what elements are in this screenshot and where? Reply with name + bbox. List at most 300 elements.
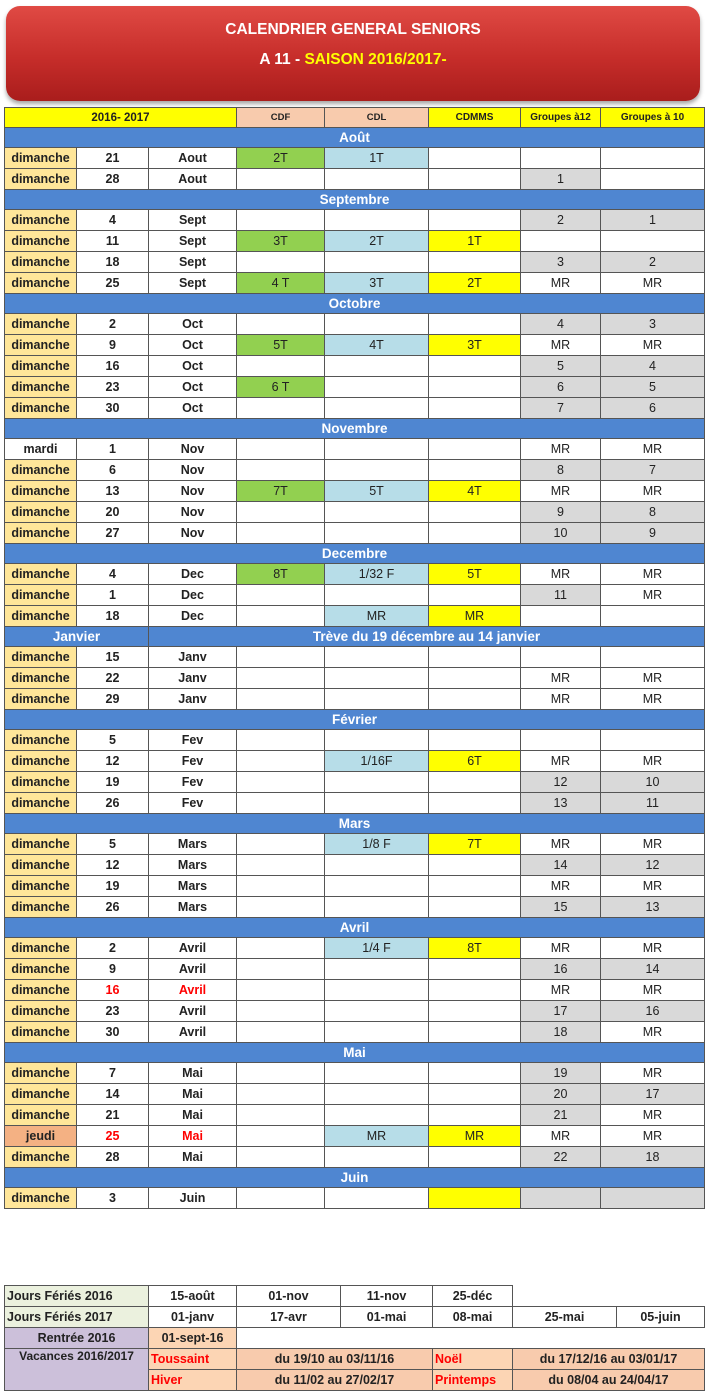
month-abbr: Fev <box>149 772 237 793</box>
month-header-row <box>5 190 705 210</box>
groupes-12-cell: MR <box>521 335 601 356</box>
day-name: dimanche <box>5 980 77 1001</box>
treve-note: Trève du 19 décembre au 14 janvier <box>149 627 705 647</box>
groupes-12-header: Groupes à12 <box>521 108 601 128</box>
hiver-label: Hiver <box>149 1370 237 1391</box>
day-row <box>5 1105 705 1126</box>
month-abbr: Mars <box>149 876 237 897</box>
holiday-date: 17-avr <box>237 1307 341 1328</box>
month-header-row <box>5 710 705 730</box>
day-name: dimanche <box>5 1147 77 1168</box>
day-name: dimanche <box>5 169 77 190</box>
cdmms-cell <box>429 314 521 335</box>
month-name: Août <box>5 128 705 148</box>
cdl-cell <box>325 398 429 419</box>
month-abbr: Avril <box>149 959 237 980</box>
groupes-10-cell: MR <box>601 689 705 710</box>
groupes-10-cell: MR <box>601 439 705 460</box>
cdl-cell <box>325 1084 429 1105</box>
month-name: Novembre <box>5 419 705 439</box>
day-date: 25 <box>77 273 149 294</box>
month-header-row <box>5 814 705 834</box>
groupes-10-header: Groupes à 10 <box>601 108 705 128</box>
groupes-12-cell <box>521 231 601 252</box>
groupes-10-cell: MR <box>601 668 705 689</box>
month-name: Janvier <box>5 627 149 647</box>
cdmms-cell <box>429 689 521 710</box>
groupes-12-cell: MR <box>521 564 601 585</box>
cdmms-cell <box>429 730 521 751</box>
month-abbr: Mai <box>149 1105 237 1126</box>
day-row <box>5 585 705 606</box>
day-name: dimanche <box>5 689 77 710</box>
cdl-header: CDL <box>325 108 429 128</box>
day-row <box>5 252 705 273</box>
day-name: dimanche <box>5 876 77 897</box>
cdf-cell <box>237 855 325 876</box>
day-name: dimanche <box>5 398 77 419</box>
day-name: dimanche <box>5 1188 77 1209</box>
cdmms-cell: 5T <box>429 564 521 585</box>
month-name: Decembre <box>5 544 705 564</box>
cdl-cell: 3T <box>325 273 429 294</box>
groupes-10-cell: MR <box>601 1105 705 1126</box>
month-abbr: Fev <box>149 730 237 751</box>
day-name: dimanche <box>5 523 77 544</box>
holiday-date: 25-mai <box>513 1307 617 1328</box>
cdl-cell <box>325 689 429 710</box>
cdf-cell <box>237 1084 325 1105</box>
rentree-date: 01-sept-16 <box>149 1328 237 1349</box>
cdl-cell <box>325 980 429 1001</box>
groupes-12-cell: 22 <box>521 1147 601 1168</box>
cdf-cell <box>237 793 325 814</box>
cdl-cell: MR <box>325 606 429 627</box>
month-abbr: Oct <box>149 398 237 419</box>
day-name: dimanche <box>5 1105 77 1126</box>
cdl-cell: 1/16F <box>325 751 429 772</box>
day-date: 19 <box>77 876 149 897</box>
day-row <box>5 959 705 980</box>
groupes-10-cell <box>601 1188 705 1209</box>
month-abbr: Mai <box>149 1147 237 1168</box>
cdmms-cell <box>429 377 521 398</box>
subtitle-prefix: A 11 - <box>259 51 305 68</box>
groupes-12-cell: 18 <box>521 1022 601 1043</box>
day-name: dimanche <box>5 356 77 377</box>
season-label: SAISON 2016/2017- <box>304 51 447 68</box>
cdl-cell <box>325 585 429 606</box>
cdl-cell <box>325 460 429 481</box>
day-row <box>5 1084 705 1105</box>
holiday-date: 01-mai <box>341 1307 433 1328</box>
noel-dates: du 17/12/16 au 03/01/17 <box>513 1349 705 1370</box>
groupes-10-cell: 11 <box>601 793 705 814</box>
groupes-10-cell: MR <box>601 876 705 897</box>
day-date: 2 <box>77 314 149 335</box>
cdl-cell <box>325 793 429 814</box>
day-date: 23 <box>77 1001 149 1022</box>
day-row <box>5 1147 705 1168</box>
feries-2017-row <box>5 1307 705 1328</box>
day-row <box>5 668 705 689</box>
day-date: 21 <box>77 148 149 169</box>
cdl-cell: 5T <box>325 481 429 502</box>
month-abbr: Mars <box>149 855 237 876</box>
month-abbr: Mai <box>149 1126 237 1147</box>
groupes-10-cell: MR <box>601 481 705 502</box>
cdf-cell: 4 T <box>237 273 325 294</box>
day-date: 5 <box>77 834 149 855</box>
month-abbr: Avril <box>149 980 237 1001</box>
column-header-row <box>5 108 705 128</box>
groupes-12-cell: MR <box>521 938 601 959</box>
cdf-cell <box>237 876 325 897</box>
cdl-cell <box>325 772 429 793</box>
cdl-cell <box>325 252 429 273</box>
holiday-date: 01-janv <box>149 1307 237 1328</box>
day-name: dimanche <box>5 855 77 876</box>
day-date: 1 <box>77 585 149 606</box>
cdf-cell <box>237 689 325 710</box>
cdl-cell <box>325 356 429 377</box>
day-row <box>5 377 705 398</box>
day-row <box>5 1022 705 1043</box>
month-abbr: Juin <box>149 1188 237 1209</box>
month-abbr: Sept <box>149 273 237 294</box>
groupes-10-cell: 14 <box>601 959 705 980</box>
cdl-cell <box>325 1147 429 1168</box>
cdl-cell: 4T <box>325 335 429 356</box>
groupes-10-cell: 18 <box>601 1147 705 1168</box>
groupes-10-cell: MR <box>601 1022 705 1043</box>
day-name: dimanche <box>5 502 77 523</box>
cdf-cell <box>237 606 325 627</box>
day-date: 18 <box>77 252 149 273</box>
day-name: dimanche <box>5 730 77 751</box>
day-date: 19 <box>77 772 149 793</box>
cdmms-cell <box>429 1147 521 1168</box>
cdmms-cell <box>429 668 521 689</box>
month-header-row <box>5 544 705 564</box>
groupes-10-cell: MR <box>601 335 705 356</box>
feries-2017-label: Jours Fériés 2017 <box>5 1307 149 1328</box>
day-date: 4 <box>77 210 149 231</box>
day-date: 16 <box>77 980 149 1001</box>
day-name: dimanche <box>5 335 77 356</box>
day-row <box>5 502 705 523</box>
rentree-label: Rentrée 2016 <box>5 1328 149 1349</box>
cdf-cell <box>237 897 325 918</box>
empty-cell <box>341 1328 433 1349</box>
month-abbr: Sept <box>149 210 237 231</box>
cdmms-cell <box>429 1001 521 1022</box>
cdf-cell <box>237 1126 325 1147</box>
month-abbr: Sept <box>149 231 237 252</box>
cdmms-cell <box>429 1084 521 1105</box>
groupes-12-cell: 7 <box>521 398 601 419</box>
groupes-12-cell: 10 <box>521 523 601 544</box>
cdf-cell <box>237 398 325 419</box>
month-abbr: Oct <box>149 356 237 377</box>
cdl-cell <box>325 314 429 335</box>
day-row <box>5 647 705 668</box>
day-row <box>5 855 705 876</box>
cdl-cell <box>325 1001 429 1022</box>
day-row <box>5 1001 705 1022</box>
day-date: 21 <box>77 1105 149 1126</box>
cdl-cell: 1/8 F <box>325 834 429 855</box>
cdl-cell: MR <box>325 1126 429 1147</box>
day-date: 20 <box>77 502 149 523</box>
cdmms-cell <box>429 647 521 668</box>
cdf-cell <box>237 1188 325 1209</box>
day-row <box>5 356 705 377</box>
month-abbr: Dec <box>149 606 237 627</box>
groupes-10-cell <box>601 231 705 252</box>
cdf-cell <box>237 668 325 689</box>
vacances-label: Vacances 2016/2017 <box>5 1349 149 1391</box>
groupes-10-cell <box>601 730 705 751</box>
day-row <box>5 314 705 335</box>
month-name: Mars <box>5 814 705 834</box>
cdl-cell <box>325 855 429 876</box>
day-date: 1 <box>77 439 149 460</box>
groupes-12-cell: 1 <box>521 169 601 190</box>
day-name: dimanche <box>5 1022 77 1043</box>
groupes-10-cell: MR <box>601 1063 705 1084</box>
cdmms-cell: 2T <box>429 273 521 294</box>
cdl-cell <box>325 1063 429 1084</box>
hiver-dates: du 11/02 au 27/02/17 <box>237 1370 433 1391</box>
groupes-12-cell: 5 <box>521 356 601 377</box>
groupes-12-cell: 6 <box>521 377 601 398</box>
groupes-12-cell: 15 <box>521 897 601 918</box>
cdf-cell <box>237 834 325 855</box>
cdf-header: CDF <box>237 108 325 128</box>
groupes-12-cell: 16 <box>521 959 601 980</box>
groupes-12-cell: 3 <box>521 252 601 273</box>
month-abbr: Nov <box>149 439 237 460</box>
day-name: dimanche <box>5 897 77 918</box>
day-name: dimanche <box>5 314 77 335</box>
groupes-12-cell: 21 <box>521 1105 601 1126</box>
cdmms-cell: 7T <box>429 834 521 855</box>
cdl-cell <box>325 959 429 980</box>
cdf-cell <box>237 1022 325 1043</box>
printemps-dates: du 08/04 au 24/04/17 <box>513 1370 705 1391</box>
groupes-10-cell: MR <box>601 834 705 855</box>
calendar-table <box>4 107 705 1209</box>
cdf-cell <box>237 751 325 772</box>
day-date: 9 <box>77 959 149 980</box>
cdf-cell <box>237 1105 325 1126</box>
empty-cell <box>617 1286 705 1307</box>
empty-cell <box>237 1328 341 1349</box>
cdl-cell <box>325 1105 429 1126</box>
groupes-12-cell <box>521 730 601 751</box>
cdf-cell <box>237 772 325 793</box>
day-name: jeudi <box>5 1126 77 1147</box>
vacances-row-1 <box>5 1349 705 1370</box>
day-row <box>5 273 705 294</box>
groupes-10-cell <box>601 148 705 169</box>
footer-table <box>4 1285 705 1391</box>
cdmms-cell <box>429 439 521 460</box>
groupes-10-cell: MR <box>601 980 705 1001</box>
groupes-10-cell: MR <box>601 564 705 585</box>
cdl-cell <box>325 502 429 523</box>
groupes-12-cell <box>521 647 601 668</box>
day-date: 4 <box>77 564 149 585</box>
day-name: mardi <box>5 439 77 460</box>
cdmms-cell <box>429 169 521 190</box>
month-abbr: Sept <box>149 252 237 273</box>
cdf-cell <box>237 169 325 190</box>
day-date: 30 <box>77 398 149 419</box>
day-date: 12 <box>77 751 149 772</box>
month-abbr: Fev <box>149 751 237 772</box>
cdmms-cell: MR <box>429 606 521 627</box>
day-row <box>5 1126 705 1147</box>
cdf-cell: 2T <box>237 148 325 169</box>
holiday-date: 25-déc <box>433 1286 513 1307</box>
day-date: 6 <box>77 460 149 481</box>
day-name: dimanche <box>5 1063 77 1084</box>
empty-cell <box>617 1328 705 1349</box>
cdf-cell <box>237 252 325 273</box>
groupes-10-cell: 2 <box>601 252 705 273</box>
month-abbr: Oct <box>149 335 237 356</box>
month-name: Octobre <box>5 294 705 314</box>
groupes-12-cell <box>521 148 601 169</box>
cdf-cell <box>237 210 325 231</box>
month-abbr: Oct <box>149 377 237 398</box>
month-abbr: Nov <box>149 523 237 544</box>
day-row <box>5 897 705 918</box>
day-name: dimanche <box>5 481 77 502</box>
month-abbr: Mars <box>149 834 237 855</box>
groupes-10-cell: 5 <box>601 377 705 398</box>
day-row <box>5 730 705 751</box>
groupes-12-cell: MR <box>521 439 601 460</box>
cdf-cell <box>237 938 325 959</box>
month-header-row <box>5 294 705 314</box>
cdmms-cell <box>429 855 521 876</box>
month-name: Février <box>5 710 705 730</box>
day-date: 30 <box>77 1022 149 1043</box>
day-name: dimanche <box>5 959 77 980</box>
cdmms-cell: 4T <box>429 481 521 502</box>
cdmms-cell <box>429 148 521 169</box>
day-date: 2 <box>77 938 149 959</box>
page-title: CALENDRIER GENERAL SENIORS <box>225 21 481 38</box>
groupes-10-cell <box>601 169 705 190</box>
cdf-cell: 7T <box>237 481 325 502</box>
day-name: dimanche <box>5 210 77 231</box>
cdl-cell: 1/32 F <box>325 564 429 585</box>
day-date: 14 <box>77 1084 149 1105</box>
day-row <box>5 751 705 772</box>
cdl-cell <box>325 897 429 918</box>
groupes-12-cell: 14 <box>521 855 601 876</box>
cdmms-cell: MR <box>429 1126 521 1147</box>
groupes-12-cell: MR <box>521 689 601 710</box>
day-name: dimanche <box>5 834 77 855</box>
day-date: 16 <box>77 356 149 377</box>
groupes-12-cell: MR <box>521 273 601 294</box>
cdf-cell <box>237 439 325 460</box>
cdmms-cell: 1T <box>429 231 521 252</box>
groupes-12-cell: MR <box>521 481 601 502</box>
month-abbr: Nov <box>149 502 237 523</box>
cdf-cell <box>237 1063 325 1084</box>
groupes-10-cell: 13 <box>601 897 705 918</box>
cdl-cell: 1T <box>325 148 429 169</box>
day-name: dimanche <box>5 148 77 169</box>
month-abbr: Aout <box>149 148 237 169</box>
day-row <box>5 834 705 855</box>
holiday-date: 11-nov <box>341 1286 433 1307</box>
groupes-10-cell: 9 <box>601 523 705 544</box>
rentree-row <box>5 1328 705 1349</box>
day-row <box>5 876 705 897</box>
groupes-10-cell: 6 <box>601 398 705 419</box>
day-date: 25 <box>77 1126 149 1147</box>
month-header-row <box>5 1168 705 1188</box>
feries-2016-row <box>5 1286 705 1307</box>
cdf-cell <box>237 1147 325 1168</box>
day-date: 18 <box>77 606 149 627</box>
empty-cell <box>513 1328 617 1349</box>
season-header: 2016- 2017 <box>5 108 237 128</box>
groupes-10-cell: MR <box>601 585 705 606</box>
groupes-12-cell: MR <box>521 834 601 855</box>
month-abbr: Aout <box>149 169 237 190</box>
day-date: 29 <box>77 689 149 710</box>
day-row <box>5 398 705 419</box>
day-name: dimanche <box>5 772 77 793</box>
cdf-cell <box>237 523 325 544</box>
day-name: dimanche <box>5 273 77 294</box>
day-name: dimanche <box>5 793 77 814</box>
cdl-cell <box>325 668 429 689</box>
day-name: dimanche <box>5 938 77 959</box>
month-abbr: Fev <box>149 793 237 814</box>
groupes-10-cell: 16 <box>601 1001 705 1022</box>
cdmms-cell <box>429 980 521 1001</box>
cdmms-cell <box>429 793 521 814</box>
cdf-cell <box>237 460 325 481</box>
groupes-12-cell: MR <box>521 751 601 772</box>
empty-cell <box>433 1328 513 1349</box>
cdf-cell <box>237 585 325 606</box>
groupes-12-cell: 9 <box>521 502 601 523</box>
cdmms-cell: 6T <box>429 751 521 772</box>
groupes-12-cell: MR <box>521 668 601 689</box>
day-date: 15 <box>77 647 149 668</box>
month-abbr: Dec <box>149 585 237 606</box>
groupes-10-cell: MR <box>601 751 705 772</box>
month-header-row <box>5 419 705 439</box>
groupes-10-cell: 4 <box>601 356 705 377</box>
toussaint-label: Toussaint <box>149 1349 237 1370</box>
day-date: 22 <box>77 668 149 689</box>
day-date: 7 <box>77 1063 149 1084</box>
cdl-cell <box>325 439 429 460</box>
day-name: dimanche <box>5 231 77 252</box>
cdmms-cell <box>429 1105 521 1126</box>
